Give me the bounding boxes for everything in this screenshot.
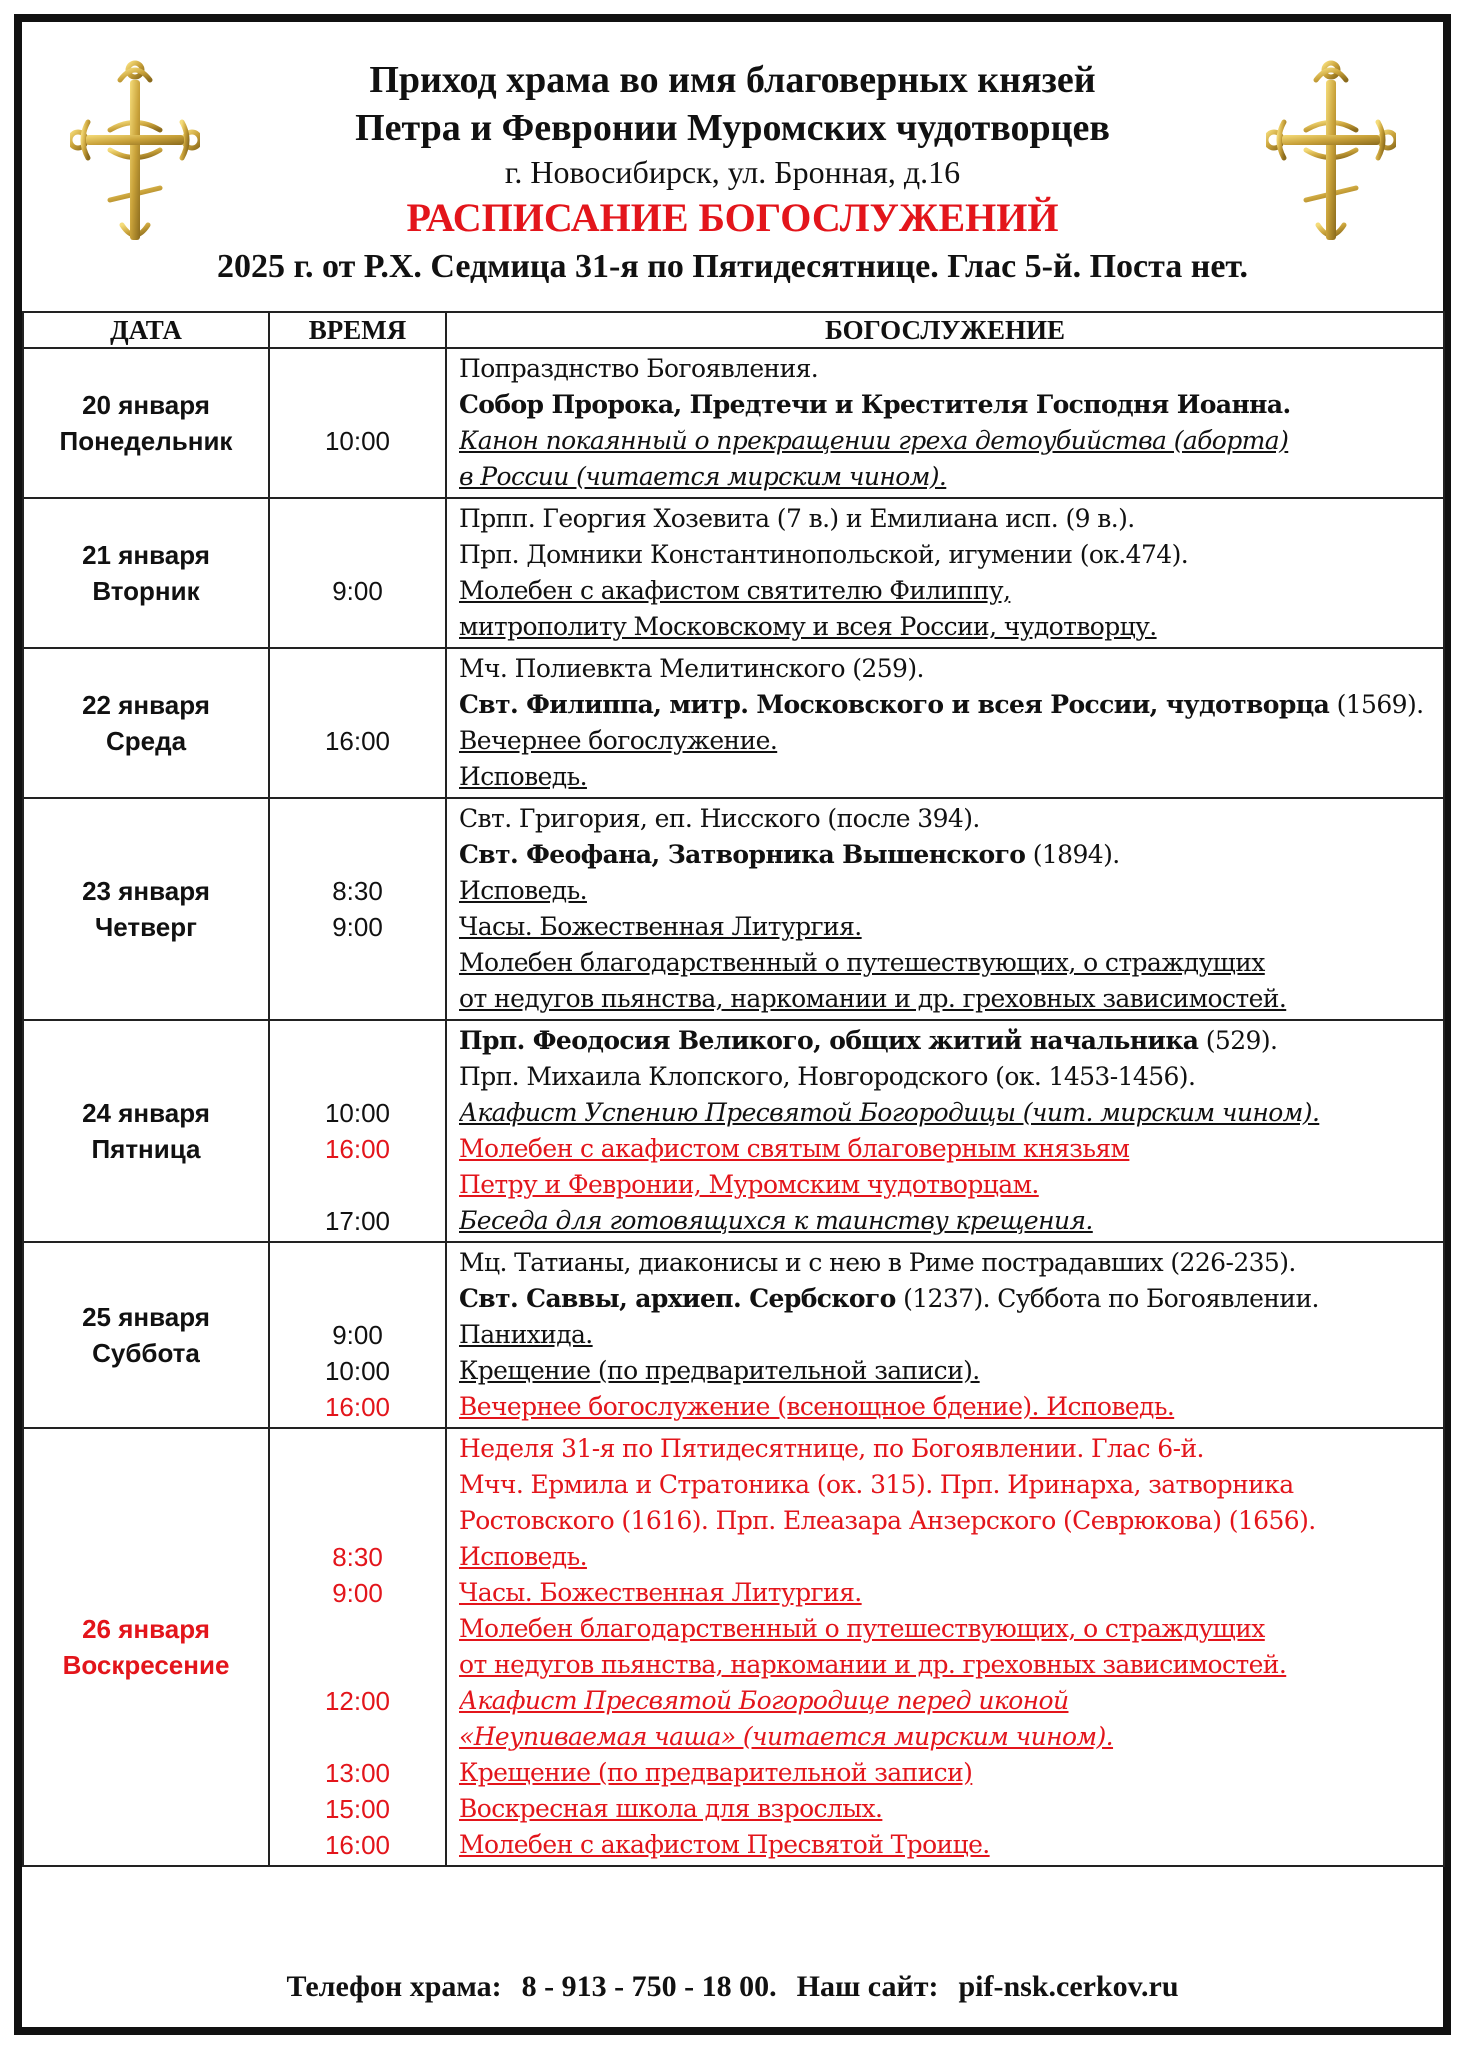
service-line: митрополиту Московскому и всея России, чудотворцу. — [459, 612, 1157, 641]
service-time — [270, 801, 445, 837]
service-time: 10:00 — [324, 426, 391, 456]
service-line — [459, 1281, 1443, 1317]
service-line: Вечернее богослужение. — [459, 726, 778, 755]
service-line: Мчч. Ермила и Стратоника (ок. 315). Прп. Иринарха, затворника — [459, 1470, 1294, 1499]
service-time: 16:00 — [324, 726, 391, 756]
day-services-cell — [446, 498, 1444, 648]
feast-name: Свт. Филиппа, митр. Московского и всея России, чудотворца — [459, 690, 1330, 719]
service-time: 9:00 — [332, 576, 383, 606]
service-line: Панихида. — [459, 1320, 593, 1349]
service-line: Прп. Домники Константинопольской, игумении (ок.474). — [459, 540, 1189, 569]
day-times-cell — [269, 648, 446, 798]
footer-contacts — [22, 1970, 1443, 2004]
day-date-cell — [23, 1428, 269, 1866]
day-weekday: Пятница — [91, 1134, 201, 1164]
day-weekday: Суббота — [92, 1338, 200, 1368]
service-line: Молебен с акафистом святым благоверным князьям — [459, 1134, 1130, 1163]
feast-name: Свт. Саввы, архиеп. Сербского — [459, 1284, 896, 1313]
table-row — [23, 648, 1444, 798]
feast-name: Прп. Феодосия Великого, общих житий начальника — [459, 1026, 1199, 1055]
service-time — [270, 1467, 445, 1503]
service-line: Крещение (по предварительной записи) — [459, 1758, 973, 1787]
service-time — [270, 1431, 445, 1467]
service-time — [270, 651, 445, 687]
feast-year: (1894). — [1025, 840, 1120, 869]
day-weekday: Вторник — [92, 576, 200, 606]
service-line: от недугов пьянства, наркомании и др. греховных зависимостей. — [459, 984, 1287, 1013]
day-services-cell — [446, 1242, 1444, 1428]
service-time — [270, 351, 445, 387]
service-time: 9:00 — [332, 1578, 383, 1608]
service-line: Канон покаянный о прекращении греха детоубийства (аборта) — [459, 426, 1289, 455]
service-time: 15:00 — [324, 1794, 391, 1824]
service-time — [270, 759, 445, 795]
service-line: от недугов пьянства, наркомании и др. греховных зависимостей. — [459, 1650, 1287, 1679]
service-line: Исповедь. — [459, 876, 587, 905]
day-times-cell — [269, 1428, 446, 1866]
service-time: 8:30 — [332, 1542, 383, 1572]
day-date-cell — [23, 498, 269, 648]
parish-name-line2: Петра и Февронии Муромских чудотворцев — [355, 107, 1110, 149]
service-line: Молебен с акафистом святителю Филиппу, — [459, 576, 1011, 605]
service-line: Акафист Пресвятой Богородице перед иконой — [459, 1686, 1069, 1715]
day-date: 20 января — [82, 390, 210, 420]
service-time — [270, 387, 445, 423]
column-header-date: ДАТА — [23, 312, 269, 348]
day-times-cell — [269, 1242, 446, 1428]
service-time — [270, 459, 445, 495]
service-line: «Неупиваемая чаша» (читается мирским чином). — [459, 1722, 1114, 1751]
day-services-cell — [446, 348, 1444, 498]
column-header-service: БОГОСЛУЖЕНИЕ — [446, 312, 1444, 348]
service-line: Исповедь. — [459, 1542, 587, 1571]
service-time — [270, 687, 445, 723]
table-row — [23, 348, 1444, 498]
service-time — [270, 1059, 445, 1095]
service-line: Попразднство Богоявления. — [459, 354, 819, 383]
service-line: Мч. Полиевкта Мелитинского (259). — [459, 654, 924, 683]
header — [22, 22, 1443, 322]
column-header-time: ВРЕМЯ — [269, 312, 446, 348]
day-date: 23 января — [82, 876, 210, 906]
page-subtitle: 2025 г. от Р.Х. Седмица 31-я по Пятидесятнице. Глас 5-й. Поста нет. — [216, 248, 1249, 285]
day-services-cell — [446, 798, 1444, 1020]
day-weekday: Воскресение — [62, 1650, 230, 1680]
day-weekday: Понедельник — [59, 426, 233, 456]
day-date-cell — [23, 348, 269, 498]
service-time: 9:00 — [332, 1320, 383, 1350]
service-time — [270, 1167, 445, 1203]
service-line: Ростовского (1616). Прп. Елеазара Анзерского (Севрюкова) (1656). — [459, 1506, 1316, 1535]
service-time: 8:30 — [332, 876, 383, 906]
day-date: 21 января — [82, 540, 210, 570]
service-line: Молебен благодарственный о путешествующих, о страждущих — [459, 1614, 1265, 1643]
service-time: 16:00 — [324, 1392, 391, 1422]
feast-name: Свт. Феофана, Затворника Вышенского — [459, 840, 1026, 869]
service-time: 10:00 — [324, 1356, 391, 1386]
service-line: Собор Пророка, Предтечи и Крестителя Господня Иоанна. — [459, 390, 1291, 419]
day-services-cell — [446, 1428, 1444, 1866]
parish-address: г. Новосибирск, ул. Бронная, д.16 — [504, 154, 961, 190]
service-line: Беседа для готовящихся к таинству крещения. — [459, 1206, 1093, 1235]
service-line: Воскресная школа для взрослых. — [459, 1794, 883, 1823]
table-row — [23, 1428, 1444, 1866]
service-time — [270, 609, 445, 645]
day-services-cell — [446, 648, 1444, 798]
parish-name-line1: Приход храма во имя благоверных князей — [369, 59, 1096, 101]
service-time: 9:00 — [332, 912, 383, 942]
service-line: Акафист Успению Пресвятой Богородицы (чит. мирским чином). — [459, 1098, 1320, 1127]
service-time — [270, 1503, 445, 1539]
service-line — [459, 837, 1443, 873]
service-line: в России (читается мирским чином). — [459, 462, 947, 491]
service-line: Молебен с акафистом Пресвятой Троице. — [459, 1830, 990, 1859]
service-line: Вечернее богослужение (всенощное бдение). Исповедь. — [459, 1392, 1175, 1421]
service-time: 17:00 — [324, 1206, 391, 1236]
service-time — [270, 501, 445, 537]
service-time: 10:00 — [324, 1098, 391, 1128]
service-time: 16:00 — [324, 1830, 391, 1860]
service-line: Петру и Февронии, Муромским чудотворцам. — [459, 1170, 1039, 1199]
day-date-cell — [23, 1242, 269, 1428]
service-time — [270, 837, 445, 873]
service-time — [270, 537, 445, 573]
phone-label: Телефон храма: — [286, 1970, 502, 2003]
feast-year: (1237). Суббота по Богоявлении. — [895, 1284, 1319, 1313]
service-line: Часы. Божественная Литургия. — [459, 912, 862, 941]
day-date: 25 января — [82, 1302, 210, 1332]
service-time — [270, 1647, 445, 1683]
day-times-cell — [269, 348, 446, 498]
service-line: Исповедь. — [459, 762, 587, 791]
page-title: РАСПИСАНИЕ БОГОСЛУЖЕНИЙ — [406, 195, 1059, 240]
service-line: Молебен благодарственный о путешествующих, о страждущих — [459, 948, 1265, 977]
schedule-table — [22, 311, 1445, 1867]
day-date: 26 января — [82, 1614, 210, 1644]
day-date: 24 января — [82, 1098, 210, 1128]
service-time — [270, 1281, 445, 1317]
day-weekday: Четверг — [95, 912, 197, 942]
table-row — [23, 1020, 1444, 1242]
service-line: Часы. Божественная Литургия. — [459, 1578, 862, 1607]
day-weekday: Среда — [105, 726, 187, 756]
service-time — [270, 1245, 445, 1281]
feast-year: (529). — [1198, 1026, 1278, 1055]
day-services-cell — [446, 1020, 1444, 1242]
service-line — [459, 1023, 1443, 1059]
service-time: 12:00 — [324, 1686, 391, 1716]
service-time: 16:00 — [324, 1134, 391, 1164]
service-line: Мц. Татианы, диаконисы и с нею в Риме пострадавших (226-235). — [459, 1248, 1296, 1277]
table-row — [23, 1242, 1444, 1428]
day-times-cell — [269, 498, 446, 648]
table-row — [23, 798, 1444, 1020]
service-time — [270, 1611, 445, 1647]
service-line: Неделя 31-я по Пятидесятнице, по Богоявлении. Глас 6-й. — [459, 1434, 1204, 1463]
service-time — [270, 945, 445, 981]
day-date-cell — [23, 798, 269, 1020]
day-date-cell — [23, 1020, 269, 1242]
service-time: 13:00 — [324, 1758, 391, 1788]
site-label: Наш сайт: — [796, 1970, 939, 2003]
service-time — [270, 1719, 445, 1755]
schedule-sheet — [14, 14, 1451, 2035]
day-times-cell — [269, 798, 446, 1020]
table-row — [23, 498, 1444, 648]
day-date: 22 января — [82, 690, 210, 720]
service-time — [270, 1023, 445, 1059]
service-line: Прп. Михаила Клопского, Новгородского (ок. 1453-1456). — [459, 1062, 1196, 1091]
day-times-cell — [269, 1020, 446, 1242]
day-date-cell — [23, 648, 269, 798]
service-line: Прпп. Георгия Хозевита (7 в.) и Емилиана исп. (9 в.). — [459, 504, 1135, 533]
site-link[interactable]: pif-nsk.cerkov.ru — [958, 1970, 1179, 2003]
service-line: Крещение (по предварительной записи). — [459, 1356, 980, 1385]
table-header-row — [23, 312, 1444, 348]
service-line: Свт. Григория, еп. Нисского (после 394). — [459, 804, 980, 833]
feast-year: (1569). — [1329, 690, 1424, 719]
service-time — [270, 981, 445, 1017]
service-line — [459, 687, 1443, 723]
phone-number: 8 - 913 - 750 - 18 00. — [521, 1970, 777, 2003]
